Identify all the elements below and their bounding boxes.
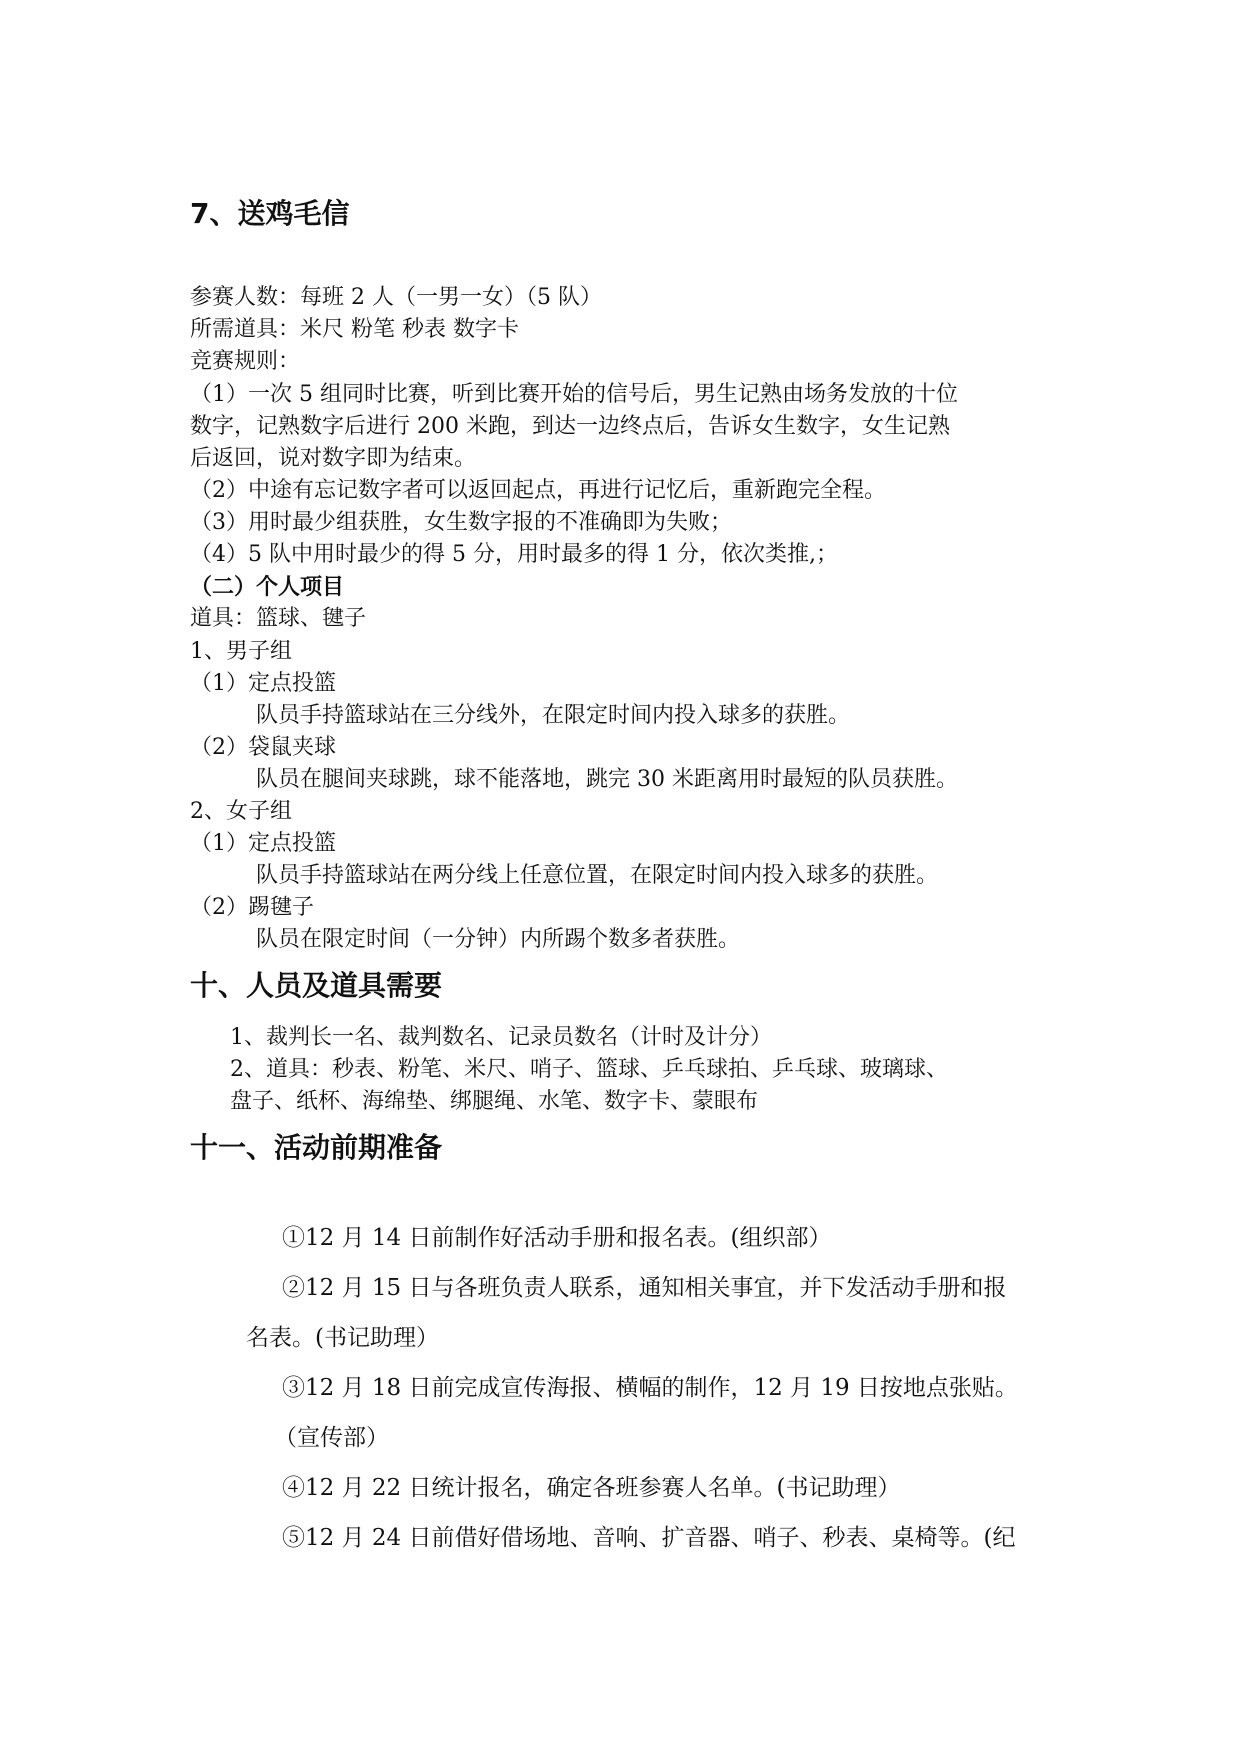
women-event-2: （2）踢毽子 <box>190 895 314 920</box>
men-event-1: （1）定点投篮 <box>190 671 336 696</box>
equipment-line-2: 盘子、纸杯、海绵垫、绑腿绳、水笔、数字卡、蒙眼布 <box>230 1089 759 1114</box>
rule-1-line-1: （1）一次 5 组同时比赛，听到比赛开始的信号后，男生记熟由场务发放的十位 <box>190 382 958 407</box>
prep-item-3: ③12 月 18 日前完成宣传海报、横幅的制作，12 月 19 日按地点张贴。 <box>282 1375 1018 1401</box>
staff-line: 1、裁判长一名、裁判数名、记录员数名（计时及计分） <box>230 1025 772 1050</box>
individual-props: 道具：篮球、毽子 <box>190 606 367 631</box>
section-11-title: 十一、活动前期准备 <box>190 1131 443 1164</box>
prep-item-2: ②12 月 15 日与各班负责人联系，通知相关事宜，并下发活动手册和报 <box>282 1275 1007 1301</box>
women-group-label: 2、女子组 <box>190 799 292 824</box>
equipment-line-1: 2、道具：秒表、粉笔、米尺、哨子、篮球、乒乓球拍、乒乓球、玻璃球、 <box>230 1057 948 1082</box>
rule-4: （4）5 队中用时最少的得 5 分，用时最多的得 1 分，依次类推,； <box>190 542 838 567</box>
women-event-1-desc: 队员手持篮球站在两分线上任意位置，在限定时间内投入球多的获胜。 <box>256 863 939 888</box>
section-7-title: 7、送鸡毛信 <box>190 197 350 230</box>
prep-item-5: ⑤12 月 24 日前借好借场地、音响、扩音器、哨子、秒表、桌椅等。(纪 <box>282 1525 1016 1551</box>
women-event-2-desc: 队员在限定时间（一分钟）内所踢个数多者获胜。 <box>256 927 741 952</box>
individual-events-heading: （二）个人项目 <box>190 574 345 600</box>
rule-2: （2）中途有忘记数字者可以返回起点，再进行记忆后，重新跑完全程。 <box>190 478 886 503</box>
prep-item-2-cont: 名表。(书记助理） <box>246 1325 439 1351</box>
rule-1-line-2: 数字，记熟数字后进行 200 米跑，到达一边终点后，告诉女生数字，女生记熟 <box>190 414 950 439</box>
men-group-label: 1、男子组 <box>190 639 292 664</box>
prep-item-4: ④12 月 22 日统计报名，确定各班参赛人名单。(书记助理） <box>282 1475 901 1501</box>
participants-line: 参赛人数：每班 2 人（一男一女）（5 队） <box>190 285 602 310</box>
women-event-1: （1）定点投篮 <box>190 831 336 856</box>
rule-3: （3）用时最少组获胜，女生数字报的不准确即为失败； <box>190 510 732 535</box>
men-event-2-desc: 队员在腿间夹球跳，球不能落地，跳完 30 米距离用时最短的队员获胜。 <box>256 767 958 792</box>
prep-item-3-cont: （宣传部） <box>274 1425 389 1451</box>
rules-label: 竞赛规则： <box>190 349 301 374</box>
men-event-2: （2）袋鼠夹球 <box>190 735 336 760</box>
props-line: 所需道具：米尺 粉笔 秒表 数字卡 <box>190 317 519 342</box>
men-event-1-desc: 队员手持篮球站在三分线外，在限定时间内投入球多的获胜。 <box>256 703 851 728</box>
rule-1-line-3: 后返回，说对数字即为结束。 <box>190 446 477 471</box>
section-10-title: 十、人员及道具需要 <box>190 969 443 1002</box>
prep-item-1: ①12 月 14 日前制作好活动手册和报名表。(组织部） <box>282 1225 832 1251</box>
